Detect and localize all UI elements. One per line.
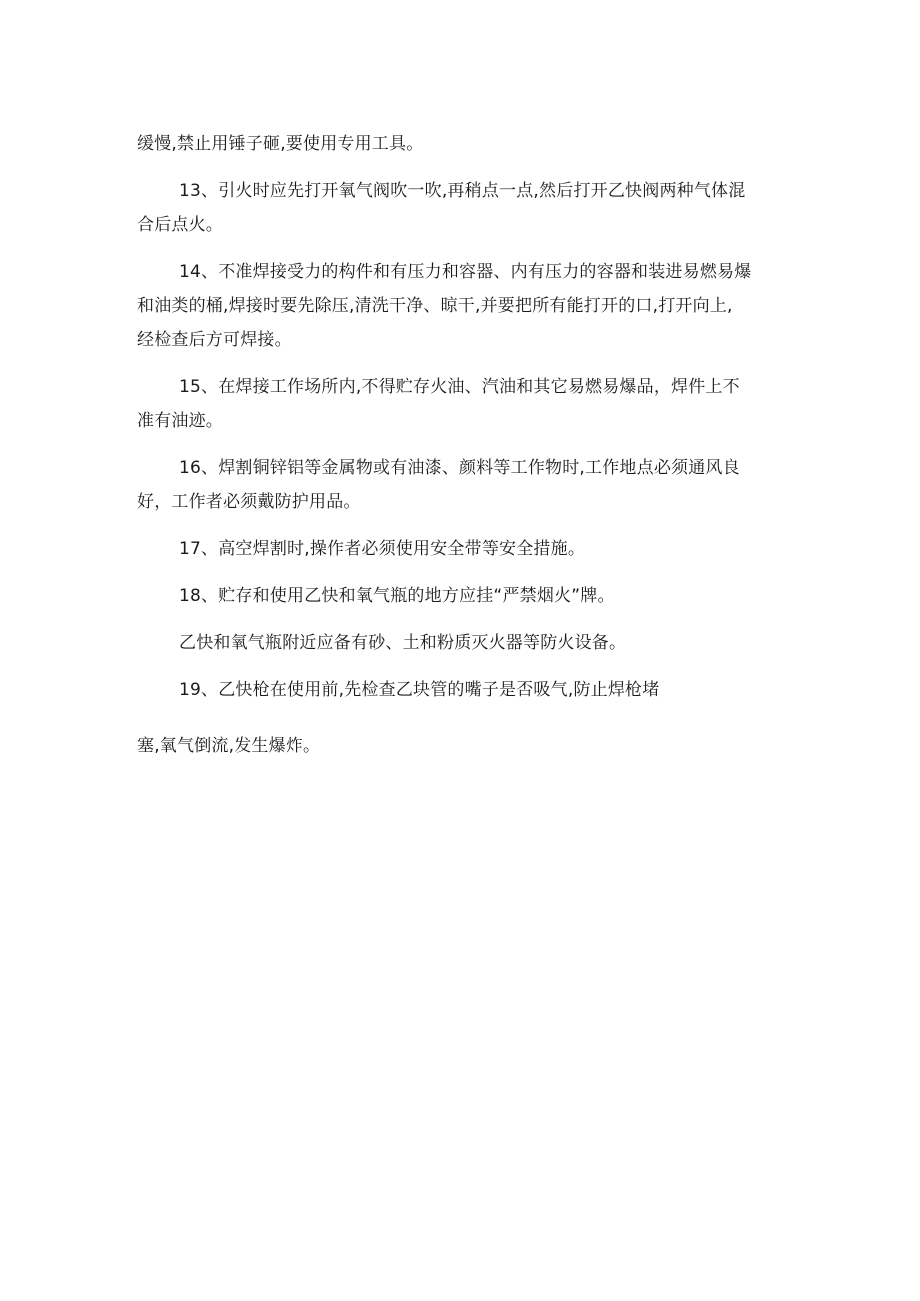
text-line: 14、不准焊接受力的构件和有压力和容器、内有压力的容器和装进易燃易爆 (179, 262, 752, 282)
text-line: 经检查后方可焊接。 (137, 330, 292, 350)
paragraph-19-continuation (137, 729, 797, 763)
text-line: 17、高空焊割时,操作者必须使用安全带等安全措施。 (179, 539, 586, 559)
paragraph-17 (137, 532, 797, 566)
text-line: 和油类的桶,焊接时要先除压,清洗干净、晾干,并要把所有能打开的口,打开向上, (137, 296, 733, 316)
paragraph-18-note (137, 626, 797, 660)
text-line: 16、焊割铜锌铝等金属物或有油漆、颜料等工作物时,工作地点必须通风良 (179, 458, 740, 478)
text-line: 好，工作者必须戴防护用品。 (137, 492, 361, 512)
paragraph-14 (137, 255, 797, 357)
text-line: 缓慢,禁止用锤子砸,要使用专用工具。 (137, 134, 424, 154)
document-body (137, 127, 797, 763)
paragraph-18 (137, 579, 797, 613)
paragraph-continuation (137, 127, 797, 161)
paragraph-19 (137, 673, 797, 707)
text-line: 15、在焊接工作场所内,不得贮存火油、汽油和其它易燃易爆品，焊件上不 (179, 377, 740, 397)
text-line: 准有油迹。 (137, 411, 223, 431)
paragraph-16 (137, 451, 797, 519)
text-line: 19、乙快枪在使用前,先检查乙块管的嘴子是否吸气,防止焊枪堵 (179, 680, 660, 700)
text-line: 13、引火时应先打开氧气阀吹一吹,再稍点一点,然后打开乙快阀两种气体混 (179, 181, 746, 201)
paragraph-13 (137, 174, 797, 242)
text-line: 塞,氧气倒流,发生爆炸。 (137, 736, 321, 756)
text-line: 乙快和氧气瓶附近应备有砂、土和粉质灭火器等防火设备。 (179, 633, 627, 653)
paragraph-15 (137, 370, 797, 438)
text-line: 合后点火。 (137, 215, 223, 235)
text-line: 18、贮存和使用乙快和氧气瓶的地方应挂“严禁烟火”牌。 (179, 586, 615, 606)
